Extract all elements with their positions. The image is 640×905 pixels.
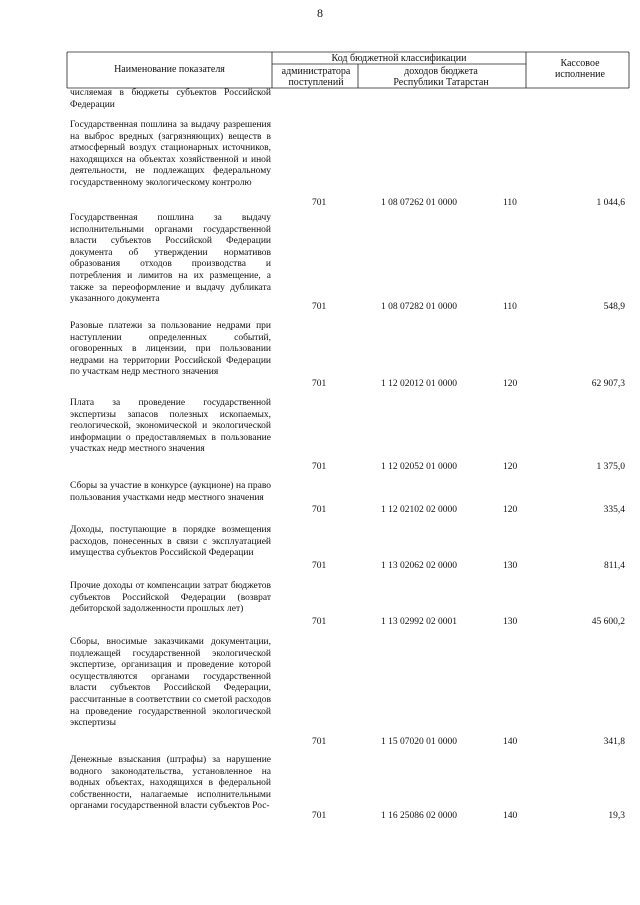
row-income-code: 1 15 07020 01 0000 xyxy=(381,737,457,747)
row-subtype-code: 140 xyxy=(503,811,518,821)
row-cash-amount: 1 044,6 xyxy=(596,198,625,208)
row-subtype-code: 140 xyxy=(503,737,518,747)
row-admin-code: 701 xyxy=(312,561,327,571)
header-kbk-group: Код бюджетной классификации xyxy=(331,53,467,64)
row-income-code: 1 12 02102 02 0000 xyxy=(381,505,457,515)
row-income-code: 1 12 02052 01 0000 xyxy=(381,462,457,472)
header-name-column: Наименование показателя xyxy=(114,64,225,75)
row-name: Государственная пошлина за выдачу разрешения на выброс вредных (загрязняющих) веществ в атмосферный воздух стационарных источников, находящихся на объектах хозяйственной и иной деятельности, не подлежащих федеральному государственному экологическому контролю xyxy=(70,120,271,188)
row-name: Сборы за участие в конкурсе (аукционе) на право пользования участками недр местного значения xyxy=(70,481,271,503)
row-income-code: 1 08 07282 01 0000 xyxy=(381,302,457,312)
row-cash-amount: 19,3 xyxy=(608,811,625,821)
row-admin-code: 701 xyxy=(312,617,327,627)
row-admin-code: 701 xyxy=(312,302,327,312)
row-subtype-code: 110 xyxy=(503,198,517,208)
row-admin-code: 701 xyxy=(312,462,327,472)
row-admin-code: 701 xyxy=(312,811,327,821)
row-income-code: 1 12 02012 01 0000 xyxy=(381,379,457,389)
row-cash-amount: 1 375,0 xyxy=(596,462,625,472)
row-admin-code: 701 xyxy=(312,505,327,515)
row-income-code: 1 08 07262 01 0000 xyxy=(381,198,457,208)
row-admin-code: 701 xyxy=(312,198,327,208)
row-admin-code: 701 xyxy=(312,737,327,747)
row-cash-amount: 341,8 xyxy=(603,737,625,747)
row-admin-code: 701 xyxy=(312,379,327,389)
row-name: Сборы, вносимые заказчиками документации, подлежащей государственной экологической экспертизе, организация и проведение которой осуществляются органами государственной власти субъектов Российской Федерации, рассчитанные в соответствии со сметой расходов на проведение государственной экологической экспертизы xyxy=(70,637,271,729)
row-subtype-code: 130 xyxy=(503,561,518,571)
row-name: Разовые платежи за пользование недрами при наступлении определенных событий, оговоренных в лицензии, при пользовании недрами на территории Российской Федерации по участкам недр местного значения xyxy=(70,321,271,378)
page-number: 8 xyxy=(317,6,323,20)
header-cash-column: Кассовое исполнение xyxy=(555,58,605,80)
header-income-column: доходов бюджета Республики Татарстан xyxy=(393,66,489,88)
row-name: Денежные взыскания (штрафы) за нарушение водного законодательства, установленное на водных объектах, находящихся в федеральной собственности, налагаемые исполнительными органами государственной власти субъектов Рос- xyxy=(70,755,271,812)
row-subtype-code: 120 xyxy=(503,379,518,389)
row-cash-amount: 335,4 xyxy=(603,505,625,515)
row-name: Плата за проведение государственной экспертизы запасов полезных ископаемых, геологической, экономической и экологической информации о предоставляемых в пользование участках недр местного значения xyxy=(70,398,271,455)
row-subtype-code: 130 xyxy=(503,617,518,627)
row-name: числяемая в бюджеты субъектов Российской Федерации xyxy=(70,88,271,110)
row-name: Доходы, поступающие в порядке возмещения расходов, понесенных в связи с эксплуатацией имущества субъектов Российской Федерации xyxy=(70,525,271,559)
row-cash-amount: 548,9 xyxy=(603,302,625,312)
row-income-code: 1 13 02062 02 0000 xyxy=(381,561,457,571)
row-name: Прочие доходы от компенсации затрат бюджетов субъектов Российской Федерации (возврат дебиторской задолженности прошлых лет) xyxy=(70,581,271,615)
row-subtype-code: 120 xyxy=(503,505,518,515)
row-cash-amount: 811,4 xyxy=(603,561,625,571)
row-income-code: 1 16 25086 02 0000 xyxy=(381,811,457,821)
header-admin-column: администратора поступлений xyxy=(281,66,351,88)
row-subtype-code: 110 xyxy=(503,302,517,312)
row-income-code: 1 13 02992 02 0001 xyxy=(381,617,457,627)
row-cash-amount: 62 907,3 xyxy=(591,379,625,389)
row-subtype-code: 120 xyxy=(503,462,518,472)
row-cash-amount: 45 600,2 xyxy=(591,617,625,627)
row-name: Государственная пошлина за выдачу исполнительными органами государственной власти субъектов Российской Федерации документа об утверждении нормативов образования отходов производства и потребления и лимитов на их размещение, а также за переоформление и выдачу дубликата указанного документа xyxy=(70,213,271,305)
